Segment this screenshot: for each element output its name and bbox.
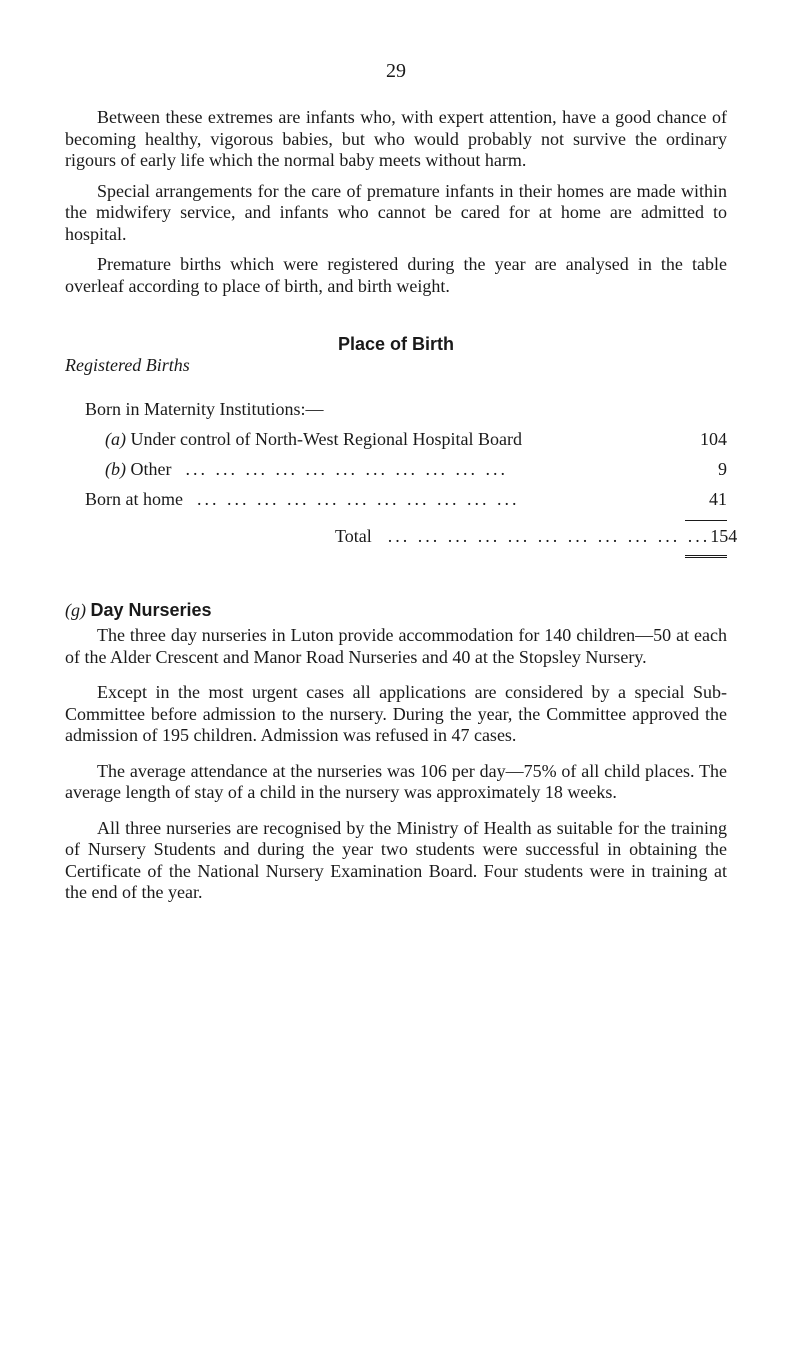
- row-value: 41: [709, 489, 727, 509]
- row-label: [105, 424, 522, 454]
- row-label: [105, 454, 171, 484]
- row-text: Under control of North-West Regional Hospital Board: [130, 429, 522, 449]
- table-title: Place of Birth: [337, 334, 455, 354]
- table-group-label: Born in Maternity Institutions:—: [85, 399, 324, 419]
- section-paragraph: The average attendance at the nurseries was 106 per day—75% of all child places. The average length of stay of a child in the nursery was approximately 18 weeks.: [65, 760, 727, 802]
- total-value: 154: [710, 526, 738, 546]
- section-paragraph: Except in the most urgent cases all applications are considered by a special Sub-Committee before admission to the nursery. During the year, the Committee approved the admission of 195 children. Admission was refused in 47 cases.: [65, 682, 727, 745]
- dot-leader: ... ... ... ... ... ... ... ... ... ... ...: [196, 489, 520, 509]
- row-letter: (b): [105, 459, 126, 479]
- row-value: 104: [700, 429, 727, 449]
- row-value: 9: [718, 459, 727, 479]
- table-row: [65, 484, 727, 514]
- day-nurseries-section: [65, 625, 727, 904]
- total-label: Total: [335, 526, 372, 546]
- table-row: [65, 454, 727, 484]
- table-group-label-row: [65, 394, 727, 424]
- table-row: [65, 424, 727, 454]
- dot-leader: ... ... ... ... ... ... ... ... ... ... ...: [185, 459, 508, 479]
- intro-paragraph: Premature births which were registered during the year are analysed in the table overleaf according to place of birth, and birth weight.: [65, 254, 727, 296]
- section-paragraph: All three nurseries are recognised by the Ministry of Health as suitable for the training of Nursery Students and during the year two students were successful in obtaining the Certificate of the National Nursery Examination Board. Four students were in training at the end of the year.: [65, 817, 727, 902]
- section-letter: (g): [65, 600, 86, 620]
- row-text: Born at home: [85, 489, 183, 509]
- section-heading: [65, 600, 727, 621]
- intro-paragraph: Special arrangements for the care of premature infants in their homes are made within the midwifery service, and infants who cannot be cared for at home are admitted to hospital.: [65, 180, 727, 244]
- dot-leader: ... ... ... ... ... ... ... ... ... ... ...: [387, 526, 711, 546]
- total-double-rule: [685, 555, 727, 558]
- table-subtitle: Registered Births: [65, 355, 190, 375]
- section-paragraph: The three day nurseries in Luton provide accommodation for 140 children—50 at each of the Alder Crescent and Manor Road Nurseries and 40 at the Stopsley Nursery.: [65, 625, 727, 667]
- report-page: [65, 60, 738, 918]
- page-number: 29: [386, 60, 406, 82]
- intro-paragraph: Between these extremes are infants who, with expert attention, have a good chance of becoming healthy, vigorous babies, but who would probably not survive the ordinary rigours of early life which the normal baby meets without harm.: [65, 107, 727, 170]
- intro-section: [65, 107, 727, 297]
- section-title: Day Nurseries: [90, 600, 212, 620]
- table-total-row: [65, 521, 738, 551]
- place-of-birth-table: [65, 334, 738, 558]
- row-text: Other: [130, 459, 172, 479]
- row-letter: (a): [105, 429, 126, 449]
